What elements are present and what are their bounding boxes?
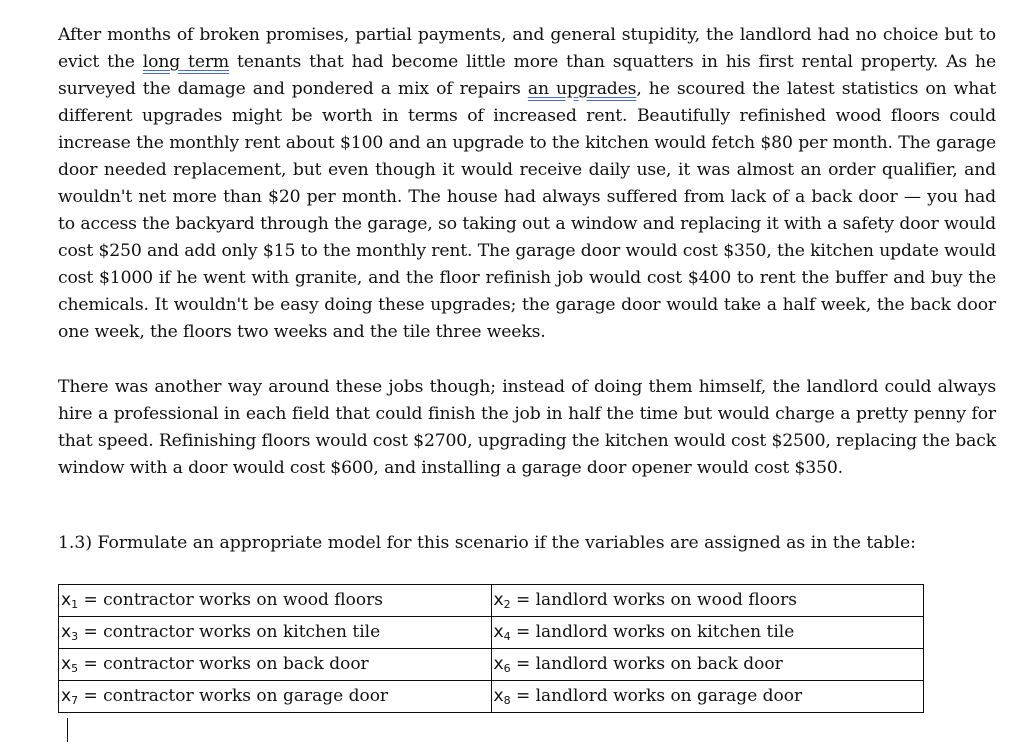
- paragraph-contractor-option: There was another way around these jobs though; instead of doing them himself, the landlord could always hire a professional in each field that could finish the job in half the time but would charge a pretty penny for that speed. Refinishing floors would cost $2700, upgrading the kitchen would cost $2500, replacing the back window with a door would cost $600, and installing a garage door opener would cost $350.: [58, 377, 996, 478]
- variable-description: = contractor works on garage door: [78, 686, 389, 706]
- variable-symbol: [494, 654, 511, 674]
- variable-base: x: [61, 590, 72, 610]
- table-cell: [491, 649, 924, 681]
- variable-subscript: 8: [503, 694, 511, 707]
- paragraph-landlord-scenario: [58, 22, 996, 346]
- text-cursor: [67, 718, 68, 742]
- variable-symbol: [494, 590, 511, 610]
- variable-description: = landlord works on garage door: [510, 686, 803, 706]
- table-cell: [491, 681, 924, 713]
- paragraph-1-text-b: tenants that had become little more than squatters in his first rental property. As he surveyed the damage and pondered a mix of repairs: [58, 52, 996, 99]
- variable-symbol: [61, 654, 78, 674]
- variable-symbol: [494, 622, 511, 642]
- variable-description: = landlord works on back door: [510, 654, 783, 674]
- grammar-flag-an-upgrades[interactable]: an upgrades: [527, 79, 637, 99]
- variable-symbol: [61, 590, 78, 610]
- table-cell: [59, 681, 492, 713]
- table-cell: [59, 649, 492, 681]
- variable-symbol: [61, 686, 78, 706]
- variable-base: x: [493, 686, 504, 706]
- paragraph-1-text-a: After months of broken promises, partial payments, and general stupidity, the landlord had no choice but to evict the: [58, 25, 996, 72]
- variable-description: = contractor works on back door: [78, 654, 369, 674]
- table-row: [59, 649, 924, 681]
- document-body: [58, 22, 996, 557]
- variable-subscript: 6: [503, 662, 511, 675]
- variable-symbol: [61, 622, 78, 642]
- variable-subscript: 3: [71, 630, 79, 643]
- variable-base: x: [61, 686, 72, 706]
- variable-description: = contractor works on kitchen tile: [78, 622, 381, 642]
- variable-base: x: [61, 622, 72, 642]
- table-cell: [491, 585, 924, 617]
- variable-subscript: 7: [71, 694, 79, 707]
- variable-base: x: [493, 590, 504, 610]
- variable-subscript: 2: [503, 598, 511, 611]
- variable-table: [58, 584, 924, 713]
- table-row: [59, 585, 924, 617]
- table-cell: [59, 585, 492, 617]
- variable-base: x: [493, 654, 504, 674]
- variable-description: = contractor works on wood floors: [78, 590, 383, 610]
- question-1-3: 1.3) Formulate an appropriate model for this scenario if the variables are assigned as in the table:: [58, 533, 916, 553]
- variable-description: = landlord works on wood floors: [510, 590, 797, 610]
- table-cell: [491, 617, 924, 649]
- table-cell: [59, 617, 492, 649]
- variable-base: x: [61, 654, 72, 674]
- paragraph-1-text-c: , he scoured the latest statistics on what different upgrades might be worth in terms of increased rent. Beautifully refinished wood floors could increase the monthly rent about $100 and an upgrade to the kitchen would fetch $80 per month. The garage door needed replacement, but even though it would receive daily use, it was almost an order qualifier, and wouldn't net more than $20 per month. The house had always suffered from lack of a back door — you had to access the backyard through the garage, so taking out a window and replacing it with a safety door would cost $250 and add only $15 to the monthly rent. The garage door would cost $350, the kitchen update would cost $1000 if he went with granite, and the floor refinish job would cost $400 to rent the buffer and buy the chemicals. It wouldn't be easy doing these upgrades; the garage door would take a half week, the back door one week, the floors two weeks and the tile three weeks.: [58, 79, 996, 342]
- grammar-flag-long-term[interactable]: long term: [142, 52, 230, 72]
- table-row: [59, 681, 924, 713]
- variable-base: x: [493, 622, 504, 642]
- variable-subscript: 5: [71, 662, 79, 675]
- table-row: [59, 617, 924, 649]
- variable-description: = landlord works on kitchen tile: [510, 622, 795, 642]
- variable-subscript: 4: [503, 630, 511, 643]
- variable-symbol: [494, 686, 511, 706]
- variable-subscript: 1: [71, 598, 79, 611]
